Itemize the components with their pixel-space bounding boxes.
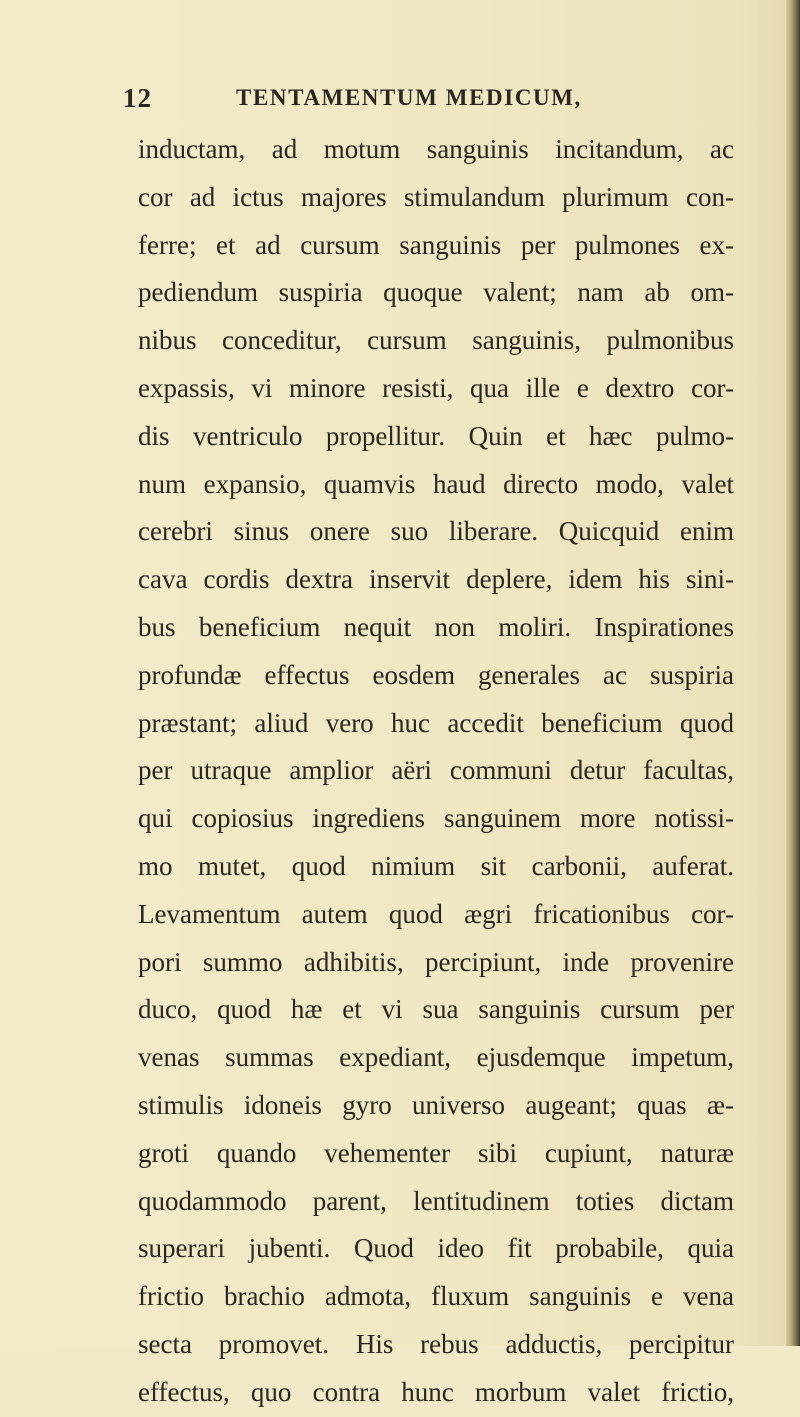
body-text [138,126,734,1417]
text-line: effectus, quo contra hunc morbum valet frictio, [138,1376,734,1407]
page-number: 12 [123,83,152,113]
text-line: venas summas expediant, ejusdemque impetum, [138,1042,734,1073]
text-line: qui copiosius ingrediens sanguinem more notissi- [138,803,734,834]
text-line: bus beneficium nequit non moliri. Inspirationes [138,611,734,642]
text-line: frictio brachio admota, fluxum sanguinis e vena [138,1281,734,1312]
text-line: inductam, ad motum sanguinis incitandum, ac [138,134,734,164]
text-line: groti quando vehementer sibi cupiunt, naturæ [138,1137,734,1168]
text-line: mo mutet, quod nimium sit carbonii, auferat. [138,850,734,881]
running-title: TENTAMENTUM MEDICUM, [236,85,582,110]
text-line: pori summo adhibitis, percipiunt, inde provenire [138,946,734,977]
text-line: nibus conceditur, cursum sanguinis, pulmonibus [138,325,734,356]
text-line: stimulis idoneis gyro universo augeant; quas æ- [138,1089,734,1120]
text-line: pediendum suspiria quoque valent; nam ab om- [138,277,734,308]
text-line: quodammodo parent, lentitudinem toties dictam [138,1185,734,1216]
text-line: dis ventriculo propellitur. Quin et hæc pulmo- [138,420,734,451]
running-head [0,78,800,118]
text-line: Levamentum autem quod ægri fricationibus cor- [138,898,734,929]
text-line: secta promovet. His rebus adductis, percipitur [138,1328,734,1359]
text-line: cerebri sinus onere suo liberare. Quicquid enim [138,516,734,547]
text-line: præstant; aliud vero huc accedit beneficium quod [138,707,734,738]
text-line: num expansio, quamvis haud directo modo, valet [138,468,734,499]
page-edge-shadow [786,0,800,1346]
text-line: ferre; et ad cursum sanguinis per pulmones ex- [138,229,734,260]
text-line: per utraque amplior aëri communi detur facultas, [138,755,734,786]
text-line: cava cordis dextra inservit deplere, idem his sini- [138,564,734,595]
text-line: profundæ effectus eosdem generales ac suspiria [138,659,734,690]
text-line: cor ad ictus majores stimulandum plurimum con- [138,181,734,212]
text-line: superari jubenti. Quod ideo fit probabile, quia [138,1233,734,1264]
text-line: expassis, vi minore resisti, qua ille e dextro cor- [138,372,734,403]
text-line: duco, quod hæ et vi sua sanguinis cursum per [138,994,734,1025]
